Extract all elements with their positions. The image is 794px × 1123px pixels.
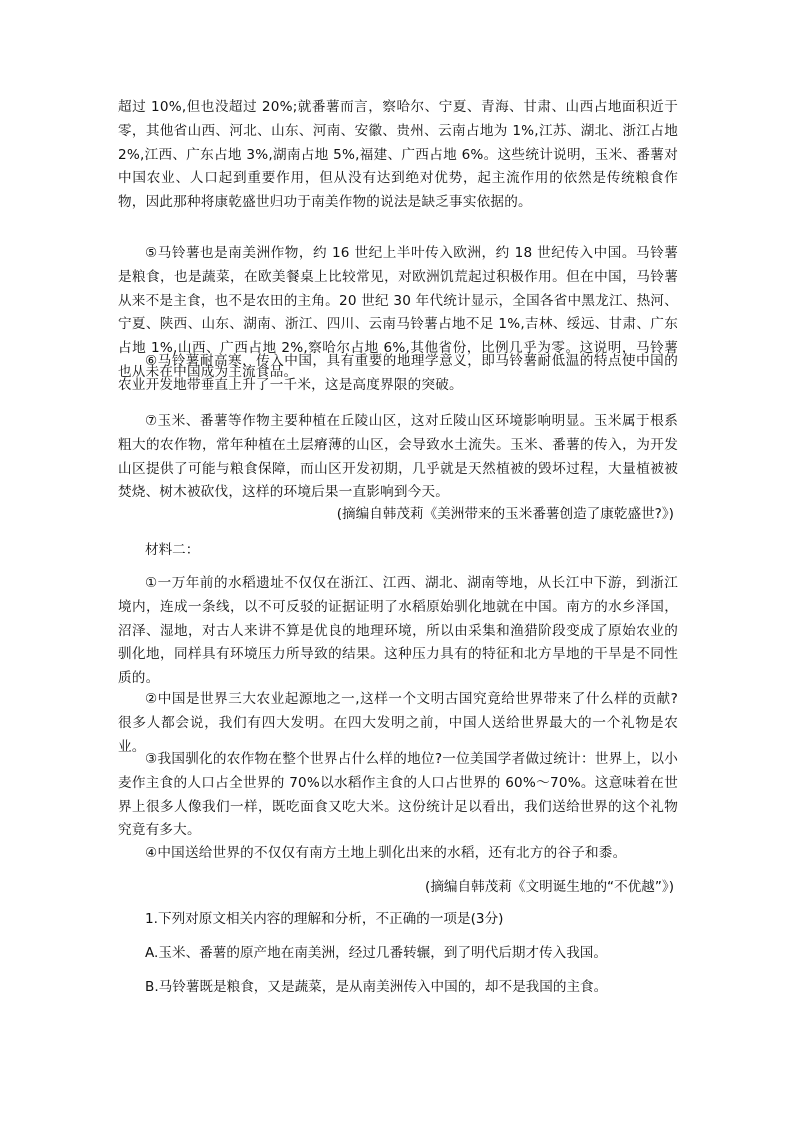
source-citation-1: (摘编自韩茂莉《美洲带来的玉米番薯创造了康乾盛世?》) [336,506,674,522]
material-2-paragraph-3: ③我国驯化的农作物在整个世界占什么样的地位?一位美国学者做过统计：世界上，以小麦作主食的人口占全世界的 70%以水稻作主食的人口占世界的 60%～70%。这意味着在世界上很多人像我们一样，既吃面食又吃大米。这份统计足以看出，我们送给世界的这个礼物究竟有多大。 [118,751,678,839]
option-b: B.马铃薯既是粮食，又是蔬菜，是从南美洲传入中国的，却不是我国的主食。 [145,979,608,995]
option-a: A.玉米、番薯的原产地在南美洲，经过几番转辗，到了明代后期才传入我国。 [145,945,607,961]
question-stem: 1.下列对原文相关内容的理解和分析，不正确的一项是(3分) [145,911,504,927]
material-2-label: 材料二： [145,542,200,558]
source-citation-2: (摘编自韩茂莉《文明诞生地的“不优越”》) [425,879,674,895]
material-2-paragraph-2: ②中国是世界三大农业起源地之一,这样一个文明古国究竟给世界带来了什么样的贡献?很多人都会说，我们有四大发明。在四大发明之前，中国人送给世界最大的一个礼物是农业。 [118,691,678,755]
material-2-paragraph-4: ④中国送给世界的不仅仅有南方土地上驯化出来的水稻，还有北方的谷子和黍。 [145,845,627,861]
paragraph-5: ⑤马铃薯也是南美洲作物，约 16 世纪上半叶传入欧洲，约 18 世纪传入中国。马铃薯是粮食，也是蔬菜，在欧美餐桌上比较常见，对欧洲饥荒起过积极作用。但在中国，马铃薯从来不是主食，也不是农田的主角。20 世纪 30 年代统计显示，全国各省中黑龙江、热河、宁夏、陕西、山东、湖南、浙江、四川、云南马铃薯占地不足 1%,吉林、绥远、甘肃、广东占地 1%,山西、广西占地 2%,察哈尔占地 6%,其他省份，比例几乎为零。这说明，马铃薯也从未在中国成为主流食品。 [118,245,678,380]
paragraph-7: ⑦玉米、番薯等作物主要种植在丘陵山区，这对丘陵山区环境影响明显。玉米属于根系粗大的农作物，常年种植在土层瘠薄的山区，会导致水土流失。玉米、番薯的传入，为开发山区提供了可能与粮食保障，而山区开发初期，几乎就是天然植被的毁坏过程，大量植被被焚烧、树木被砍伐，这样的环境后果一直影响到今天。 [118,413,678,501]
material-2-paragraph-1: ①一万年前的水稻遗址不仅仅在浙江、江西、湖北、湖南等地，从长江中下游，到浙江境内，连成一条线，以不可反驳的证据证明了水稻原始驯化地就在中国。南方的水乡泽国，沼泽、湿地，对古人来讲不算是优良的地理环境，所以由采集和渔猎阶段变成了原始农业的驯化地，同样具有环境压力所导致的结果。这种压力具有的特征和北方旱地的干旱是不同性质的。 [118,575,678,687]
paragraph-6: ⑥马铃薯耐高寒，传入中国，具有重要的地理学意义，即马铃薯耐低温的特点使中国的农业开发地带垂直上升了一千米，这是高度界限的突破。 [118,353,678,393]
paragraph-continued: 超过 10%,但也没超过 20%;就番薯而言，察哈尔、宁夏、青海、甘肃、山西占地面积近于零，其他省山西、河北、山东、河南、安徽、贵州、云南占地为 1%,江苏、湖北、浙江占地 2%,江西、广东占地 3%,湖南占地 5%,福建、广西占地 6%。这些统计说明，玉米、番薯对中国农业、人口起到重要作用，但从没有达到绝对优势，起主流作用的依然是传统粮食作物，因此那种将康乾盛世归功于南美作物的说法是缺乏事实依据的。 [118,99,678,211]
